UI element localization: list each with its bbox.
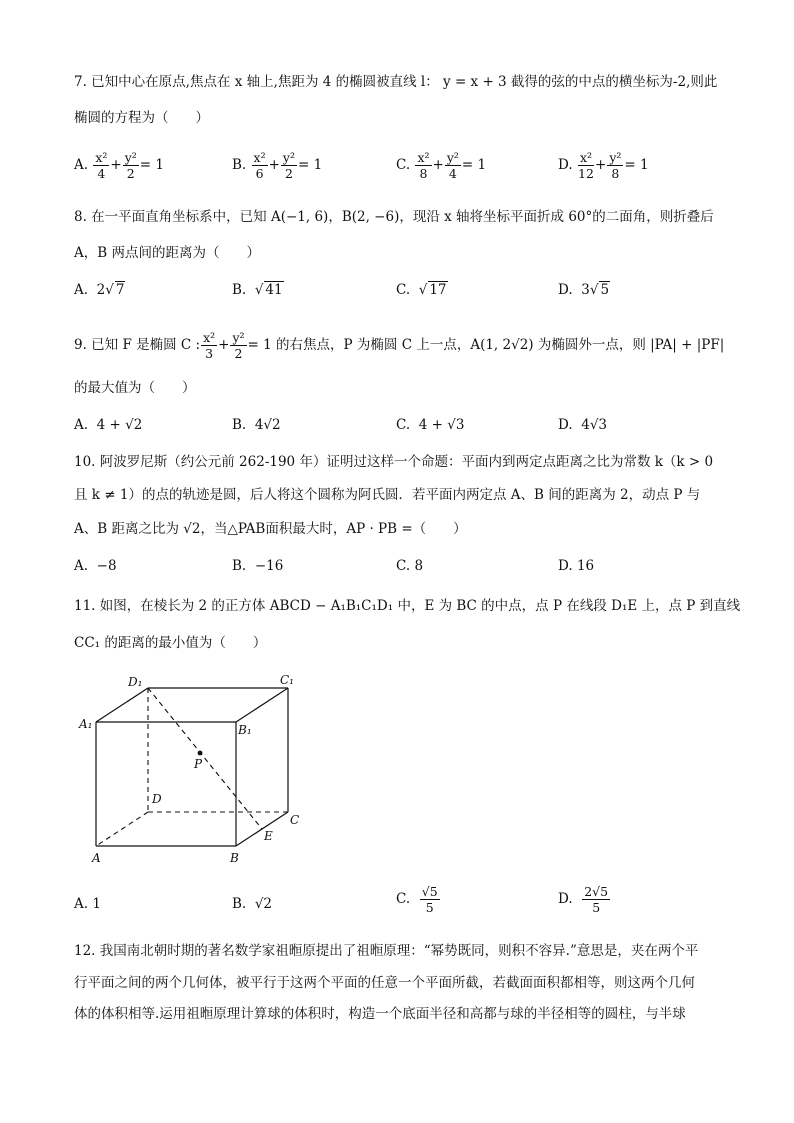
option-label: D. [558, 282, 573, 298]
q9-option-c[interactable] [396, 415, 464, 435]
option-text: 4 + √3 [418, 417, 465, 433]
label-a1: A₁ [79, 717, 93, 731]
denominator: 3 [205, 346, 214, 361]
radicand: 41 [265, 282, 283, 298]
option-text: 4 + √2 [96, 417, 143, 433]
numerator: x² [203, 330, 216, 345]
numerator: x² [417, 150, 430, 165]
q8-option-c[interactable]: C. √ 17 [396, 282, 447, 298]
rhs: = 1 [461, 157, 487, 173]
coef: 2 [96, 282, 106, 298]
option-label: A. [74, 558, 89, 574]
option-label: B. [232, 157, 247, 173]
q7-stem-line2: 椭圆的方程为（ ） [74, 110, 209, 126]
label-a: A [92, 851, 101, 865]
coef: 3 [581, 282, 590, 298]
q11-stem-line1: 11. 如图，在棱长为 2 的正方体 ABCD − A₁B₁C₁D₁ 中，E 为 BC 的中点，点 P 在线段 D₁E 上，点 P 到直线 [74, 598, 741, 614]
denominator: 5 [592, 900, 601, 915]
q7-option-b[interactable]: B. $\frac{\text{x²}}{6}$ + $\frac{\text{y²}}{2}$ = 1 [232, 150, 323, 181]
option-label: D. [558, 558, 573, 574]
option-label: A. [74, 157, 89, 173]
point-p [198, 751, 203, 756]
edge-da-hidden [96, 812, 148, 846]
q11-option-b[interactable] [232, 894, 272, 914]
q9-stem-part1: 9. 已知 F 是椭圆 C : [74, 337, 201, 353]
option-text: 4√3 [581, 417, 608, 433]
option-label: B. [232, 282, 247, 298]
denominator: 5 [425, 900, 434, 915]
q10-option-a[interactable] [74, 556, 117, 576]
q12-stem-line2: 行平面之间的两个几何体，被平行于这两个平面的任意一个平面所截，若截面面积都相等，则这两个几何 [74, 975, 695, 991]
q11-stem-line2: CC₁ 的距离的最小值为（ ） [74, 635, 267, 651]
q10-stem-line1: 10. 阿波罗尼斯（约公元前 262-190 年）证明过这样一个命题：平面内到两定点距离之比为常数 k（k > 0 [74, 454, 714, 470]
numerator: √5 [421, 884, 438, 899]
option-label: A. [74, 896, 89, 912]
option-text: −8 [96, 558, 117, 574]
edge-c1b1 [236, 688, 288, 722]
denominator: 8 [611, 166, 620, 181]
denominator: 2 [126, 166, 135, 181]
option-label: A. [74, 417, 89, 433]
numerator: y² [282, 150, 295, 165]
option-label: C. [396, 891, 411, 907]
option-label: A. [74, 282, 89, 298]
q9-option-d[interactable] [558, 415, 607, 435]
rhs: = 1 [297, 157, 323, 173]
option-label: B. [232, 558, 247, 574]
option-label: C. [396, 282, 411, 298]
q12-stem-line1: 12. 我国南北朝时期的著名数学家祖暅原提出了祖暅原理：“幂势既同，则积不容异.”意思是，夹在两个平 [74, 943, 699, 959]
option-label: D. [558, 417, 573, 433]
option-label: C. [396, 558, 411, 574]
label-p: P [194, 757, 203, 771]
denominator: 4 [97, 166, 106, 181]
option-text: 1 [92, 896, 101, 912]
q9-stem-line1: 9. 已知 F 是椭圆 C : $\frac{\text{x²}}{3}$ + $\frac{\text{y²}}{2}$ = 1 的右焦点，P 为椭圆 C 上一点，A(1, 2√2) 为椭圆外一点，则 |PA| + |PF| [74, 330, 725, 361]
option-label: B. [232, 896, 247, 912]
option-text: 8 [414, 558, 424, 574]
radicand: 7 [115, 282, 125, 298]
option-label: C. [396, 157, 411, 173]
segment-d1e [148, 688, 262, 829]
numerator: y² [124, 150, 137, 165]
q8-option-a[interactable]: A. 2√ 7 [74, 282, 125, 298]
q10-stem-line3: A、B 距离之比为 √2，当△PAB面积最大时，AP · PB =（ ） [74, 521, 467, 537]
option-text: 4√2 [254, 417, 281, 433]
q9-stem-part2: = 1 的右焦点，P 为椭圆 C 上一点，A(1, 2√2) 为椭圆外一点，则 |PA| + |PF| [247, 337, 725, 353]
q11-option-d[interactable] [558, 884, 611, 915]
q11-option-a[interactable] [74, 894, 101, 914]
numerator: y² [446, 150, 459, 165]
numerator: y² [232, 330, 245, 345]
rhs: = 1 [139, 157, 164, 173]
label-d: D [152, 792, 162, 806]
q10-option-b[interactable] [232, 556, 283, 576]
option-text: 16 [576, 558, 595, 574]
option-label: D. [558, 157, 573, 173]
q12-stem-line3: 体的体积相等.运用祖暅原理计算球的体积时，构造一个底面半径和高都与球的半径相等的圆柱，与半球 [74, 1006, 686, 1022]
q7-stem-line1: 7. 已知中心在原点,焦点在 x 轴上,焦距为 4 的椭圆被直线 l： y = x + 3 截得的弦的中点的横坐标为-2,则此 [74, 74, 718, 90]
q11-option-c[interactable] [396, 884, 441, 915]
option-label: B. [232, 417, 247, 433]
label-b1: B₁ [238, 723, 252, 737]
numerator: x² [253, 150, 266, 165]
q8-option-d[interactable]: D. 3√ 5 [558, 282, 610, 298]
option-label: D. [558, 891, 573, 907]
q7-option-d[interactable]: D. $\frac{\text{x²}}{12}$ + $\frac{\text{y²}}{8}$ = 1 [558, 150, 649, 181]
denominator: 12 [578, 166, 594, 181]
cube-figure [70, 668, 310, 868]
label-c: C [290, 813, 300, 827]
option-text: √2 [254, 896, 273, 912]
denominator: 8 [419, 166, 428, 181]
q9-option-b[interactable] [232, 415, 281, 435]
rhs: = 1 [624, 157, 649, 173]
q10-option-d[interactable] [558, 556, 594, 576]
label-d1: D₁ [128, 675, 143, 689]
label-e: E [264, 829, 273, 843]
denominator: 2 [234, 346, 243, 361]
radicand: 5 [600, 282, 610, 298]
numerator: 2√5 [584, 884, 609, 899]
denominator: 4 [448, 166, 457, 181]
q10-stem-line2: 且 k ≠ 1）的点的轨迹是圆，后人将这个圆称为阿氏圆．若平面内两定点 A、B 间的距离为 2，动点 P 与 [74, 487, 701, 503]
q8-option-b[interactable]: B. √ 41 [232, 282, 283, 298]
radicand: 17 [429, 282, 447, 298]
numerator: x² [95, 150, 108, 165]
q9-stem-line2: 的最大值为（ ） [74, 380, 196, 396]
q10-option-c[interactable] [396, 556, 423, 576]
q8-stem-line2: A，B 两点间的距离为（ ） [74, 245, 260, 261]
option-label: C. [396, 417, 411, 433]
label-b: B [230, 851, 239, 865]
numerator: x² [579, 150, 592, 165]
numerator: y² [609, 150, 622, 165]
q7-option-a[interactable]: A. $\frac{\text{x²}}{4}$ + $\frac{\text{y²}}{2}$ = 1 [74, 150, 164, 181]
denominator: 6 [255, 166, 264, 181]
q9-option-a[interactable] [74, 415, 142, 435]
q7-option-c[interactable]: C. $\frac{\text{x²}}{8}$ + $\frac{\text{y²}}{4}$ = 1 [396, 150, 487, 181]
denominator: 2 [284, 166, 293, 181]
edge-a1d1 [96, 688, 148, 722]
label-c1: C₁ [280, 673, 294, 687]
option-text: −16 [254, 558, 284, 574]
q8-stem-line1: 8. 在一平面直角坐标系中，已知 A(−1, 6)，B(2, −6)，现沿 x 轴将坐标平面折成 60°的二面角，则折叠后 [74, 209, 714, 225]
